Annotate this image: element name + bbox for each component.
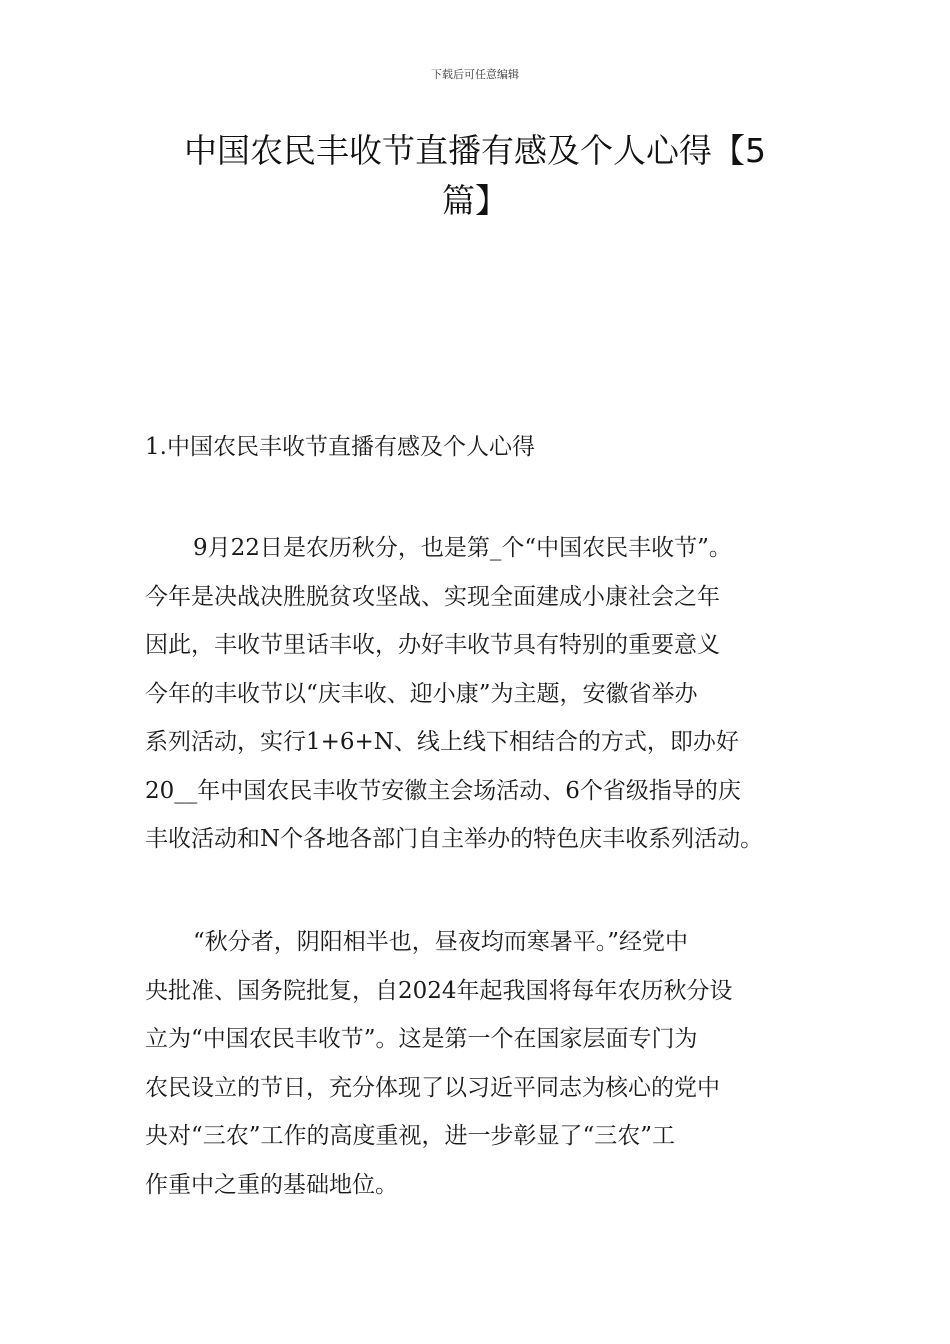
paragraph-line: 丰收活动和N个各地各部门自主举办的特色庆丰收系列活动。	[145, 826, 764, 852]
paragraph-1	[145, 524, 825, 864]
paragraph-line: “秋分者，阴阳相半也，昼夜均而寒暑平。”经党中	[193, 929, 689, 955]
paragraph-line: 9月22日是农历秋分，也是第_个“中国农民丰收节”。	[193, 535, 732, 561]
paragraph-line: 今年是决战决胜脱贫攻坚战、实现全面建成小康社会之年	[145, 583, 720, 610]
section-heading: 1.中国农民丰收节直播有感及个人心得	[145, 434, 535, 460]
paragraph-line: 农民设立的节日，充分体现了以习近平同志为核心的党中	[145, 1074, 720, 1101]
title-line-2: 篇】	[442, 181, 508, 220]
paragraph-line: 20__年中国农民丰收节安徽主会场活动、6个省级指导的庆	[145, 777, 741, 804]
paragraph-line: 今年的丰收节以“庆丰收、迎小康”为主题，安徽省举办	[145, 680, 698, 707]
title-line-1: 中国农民丰收节直播有感及个人心得【5	[184, 131, 766, 170]
paragraph-line: 作重中之重的基础地位。	[145, 1171, 398, 1198]
paragraph-line: 立为“中国农民丰收节”。这是第一个在国家层面专门为	[145, 1026, 698, 1052]
document-title	[140, 126, 810, 226]
paragraph-line: 央对“三农”工作的高度重视，进一步彰显了“三农”工	[145, 1123, 676, 1149]
paragraph-2	[145, 918, 825, 1209]
paragraph-line: 央批准、国务院批复，自2024年起我国将每年农历秋分设	[145, 977, 733, 1004]
paragraph-line: 系列活动，实行1+6+N、线上线下相结合的方式，即办好	[145, 729, 739, 755]
paragraph-line: 因此，丰收节里话丰收，办好丰收节具有特别的重要意义	[145, 632, 720, 658]
header-note: 下载后可任意编辑	[431, 68, 519, 81]
